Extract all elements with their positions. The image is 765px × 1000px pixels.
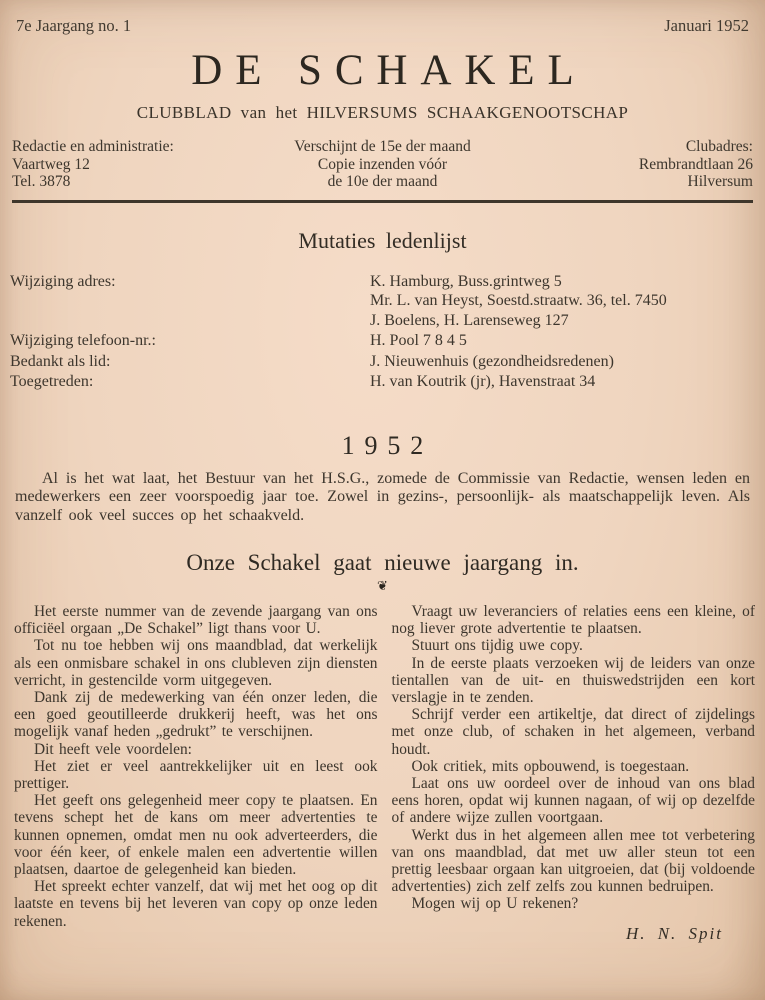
- paragraph: Stuurt ons tijdig uwe copy.: [411, 637, 583, 655]
- mutation-row: [10, 372, 755, 392]
- new-year-paragraph: Al is het wat laat, het Bestuur van het H.S.G., zomede de Commissie van Redactie, wensen leden en medewerkers een zeer voorspoedig jaar toe. Zowel in gezins-, persoonlijk- als maatschappelijk leven. Als vanzelf ook veel succes op het schaakveld.: [15, 469, 750, 524]
- mutation-value-line: J. Boelens, H. Larenseweg 127: [370, 311, 569, 329]
- paragraph: Laat ons uw oordeel over de inhoud van ons blad eens horen, opdat wij kunnen nagaan, of wij op dezelfde of andere wijze zullen voortgaan.: [391, 775, 755, 827]
- article-columns: [0, 603, 765, 942]
- page-subtitle: CLUBBLAD van het HILVERSUMS SCHAAKGENOOTSCHAP: [136, 103, 629, 122]
- mutaties-heading: Mutaties ledenlijst: [298, 227, 467, 253]
- divider-rule: [12, 200, 753, 203]
- issue-label: 7e Jaargang no. 1: [16, 16, 132, 35]
- mutation-values: [370, 331, 755, 351]
- clubadres-block: [508, 138, 753, 191]
- paragraph: Het eerste nummer van de zevende jaargang van ons officiëel orgaan „De Schakel” ligt thans voor U.: [14, 603, 378, 638]
- schedule-block: [260, 138, 505, 191]
- masthead-address-row: [0, 138, 765, 191]
- mutation-label: Toegetreden:: [10, 373, 94, 390]
- article-column-right: [392, 603, 756, 942]
- mutation-values: [370, 372, 755, 392]
- paragraph: Het spreekt echter vanzelf, dat wij met het oog op dit laatste en tevens bij het leveren van copy op onze leden rekenen.: [14, 878, 378, 930]
- redactie-line: Tel. 3878: [12, 173, 71, 190]
- mutation-value-line: K. Hamburg, Buss.grintweg 5: [370, 272, 562, 290]
- paragraph: Ook critiek, mits opbouwend, is toegestaan.: [411, 757, 690, 775]
- paragraph: Dit heeft vele voordelen:: [34, 740, 192, 758]
- redactie-block: [12, 138, 257, 191]
- article-heading: Onze Schakel gaat nieuwe jaargang in.: [186, 550, 579, 575]
- clubadres-line: Rembrandtlaan 26: [638, 155, 753, 173]
- redactie-line: Redactie en administratie:: [12, 138, 174, 155]
- mutation-value-line: H. van Koutrik (jr), Havenstraat 34: [370, 373, 596, 390]
- paragraph: Het geeft ons gelegenheid meer copy te plaatsen. En tevens schept het de kans om meer advertenties te kunnen opnemen, omdat men nu ook adverteerders, die voor één keer, of enkele malen een advertentie willen plaatsen, daartoe de gelegenheid kan bieden.: [14, 792, 378, 879]
- paragraph: Het ziet er veel aantrekkelijker uit en leest ook prettiger.: [14, 757, 378, 793]
- schedule-line: Verschijnt de 15e der maand: [294, 138, 471, 155]
- mutation-values: [370, 272, 755, 331]
- mutation-label: Wijziging adres:: [10, 272, 116, 290]
- clubadres-line: Clubadres:: [685, 138, 753, 155]
- clubadres-line: Hilversum: [687, 173, 753, 190]
- masthead-meta: [0, 0, 765, 36]
- mutation-row: [10, 272, 755, 331]
- paragraph: Mogen wij op U rekenen?: [411, 895, 579, 913]
- schedule-line: de 10e der maand: [327, 173, 438, 190]
- paragraph: Werkt dus in het algemeen allen mee tot verbetering van ons maandblad, dat met uw aller steun tot een prettig leesbaar orgaan kan uitgroeien, dat (bij voldoende advertenties) zich zelf zelfs zou kunnen bedruipen.: [391, 826, 755, 896]
- paragraph: Dank zij de medewerking van één onzer leden, die een goed geoutilleerde drukkerij heeft, was het ons mogelijk vanaf heden „gedrukt” te verschijnen.: [14, 689, 378, 741]
- mutation-value-line: J. Nieuwenhuis (gezondheidsredenen): [370, 352, 614, 370]
- paragraph: Vraagt uw leveranciers of relaties eens een kleine, of nog liever grote advertentie te plaatsen.: [391, 603, 755, 638]
- mutation-row: [10, 352, 755, 372]
- mutaties-table: [0, 272, 765, 392]
- paragraph: In de eerste plaats verzoeken wij de leiders van onze tientallen van de uit- en thuiswedstrijden een kort verslagje in te zenden.: [391, 654, 755, 707]
- redactie-line: Vaartweg 12: [12, 155, 90, 173]
- date-label: Januari 1952: [664, 16, 749, 35]
- mutation-label: Wijziging telefoon-nr.:: [10, 332, 156, 349]
- signature: H. N. Spit: [625, 923, 723, 943]
- mutation-label: Bedankt als lid:: [10, 352, 111, 370]
- schedule-line: Copie inzenden vóór: [317, 155, 448, 173]
- paragraph: Schrijf verder een artikeltje, dat direct of zijdelings met onze club, of schaken in het algemeen, verband houdt.: [391, 706, 755, 758]
- paragraph: Tot nu toe hebben wij ons maandblad, dat werkelijk als een onmisbare schakel in ons clubleven zijn diensten verricht, in gestencilde vorm uitgegeven.: [14, 637, 378, 689]
- mutation-values: [370, 352, 755, 372]
- page-title: DE SCHAKEL: [191, 47, 587, 94]
- mutation-value-line: H. Pool 7 8 4 5: [370, 332, 467, 349]
- article-column-left: [14, 603, 378, 942]
- year-heading: 1952: [341, 430, 434, 460]
- mutation-row: [10, 331, 755, 351]
- mutation-value-line: Mr. L. van Heyst, Soestd.straatw. 36, tel. 7450: [370, 292, 667, 309]
- fleuron-ornament-icon: ❦: [377, 578, 388, 593]
